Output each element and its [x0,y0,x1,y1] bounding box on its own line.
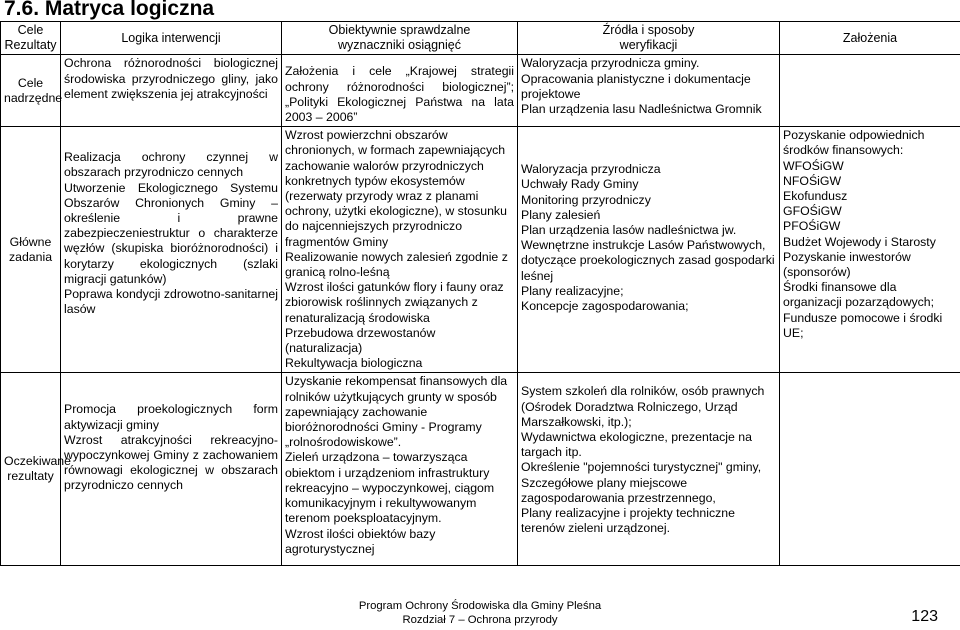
header-indicators-line1: Obiektywnie sprawdzalne [328,23,471,37]
header-row [1,22,960,55]
assumptions-cell [780,127,960,373]
logic-cell [61,55,282,127]
indicator-item: Wzrost ilości obiektów bazy agroturystycznej [285,526,436,556]
page-footer [300,599,660,627]
sources-cell [518,373,780,566]
source-item: Waloryzacja przyrodnicza gminy. [521,56,700,71]
source-item: Koncepcje zagospodarowania; [521,299,689,314]
assumption-item: Ekofundusz [783,189,848,204]
indicators-cell [282,55,518,127]
source-item: System szkoleń dla rolników, osób prawnych (Ośrodek Doradztwa Rolniczego, Urząd Marszałkowski, itp.); [521,384,765,429]
table-row [1,373,960,566]
source-item: Plany realizacyjne; [521,283,624,298]
assumption-item: Budżet Wojewody i Starosty [783,234,936,249]
header-sources-line2: weryfikacji [619,38,678,53]
indicators-cell [282,127,518,373]
assumption-item: PFOŚiGW [783,219,841,234]
assumptions-cell [780,55,960,127]
logic-cell [61,127,282,373]
header-intervention-logic: Logika interwencji [61,22,282,55]
indicator-item: Uzyskanie rekompensat finansowych dla rolników użytkujących grunty w sposób zapewniający zachowanie bioróżnorodności Gminy - Programy „rolnośrodowiskowe”. [285,374,508,450]
source-item: Plan urządzenia lasów nadleśnictwa jw. [521,223,737,238]
source-item: Plan urządzenia lasu Nadleśnictwa Gromnik [521,102,762,117]
page-heading: 7.6. Matryca logiczna [4,0,215,20]
assumptions-cell [780,373,960,566]
assumption-item: WFOŚiGW [783,158,844,173]
source-item: Wydawnictwa ekologiczne, prezentacje na targach itp. [521,430,752,460]
assumption-item: GFOŚiGW [783,204,842,219]
table-row [1,127,960,373]
sources-cell [518,55,780,127]
assumption-item: Środki finansowe dla organizacji pozarządowych; [783,280,935,310]
row-label: Główne zadania [1,127,61,373]
source-item: Szczegółowe plany miejscowe zagospodarowania przestrzennego, [521,475,716,505]
logic-item: Ochrona różnorodności biologicznej środowiska przyrodniczego gliny, jako element zwiększenia jej atrakcyjności [64,56,278,101]
indicator-item: Wzrost ilości gatunków flory i fauny oraz zbiorowisk roślinnych związanych z renaturalizacją środowiska [285,280,504,325]
assumption-item: Pozyskanie inwestorów (sponsorów) [783,249,911,280]
header-sources-line1: Źródła i sposoby [602,23,695,37]
assumption-item: Pozyskanie odpowiednich środków finansowych: [783,128,925,158]
indicator-item: Realizowanie nowych zalesień zgodnie z granicą rolno-leśną [285,249,508,280]
header-indicators-line2: wyznaczniki osiągnięć [338,38,461,53]
indicator-item: Przebudowa drzewostanów (naturalizacja) [285,325,436,356]
source-item: Waloryzacja przyrodnicza [521,162,661,177]
indicator-item: Rekultywacja biologiczna [285,356,423,371]
logical-matrix-table [0,21,960,566]
header-sources [518,22,780,55]
source-item: Plany realizacyjne i projekty techniczne terenów zieleni urządzonej. [521,506,735,536]
source-item: Monitoring przyrodniczy [521,192,651,207]
footer-chapter-title: Rozdział 7 – Ochrona przyrody [402,614,558,626]
source-item: Określenie "pojemności turystycznej" gminy, [521,460,762,475]
header-goals-results: Cele Rezultaty [1,22,61,55]
logic-item: Realizacja ochrony czynnej w obszarach przyrodniczo cennych [64,150,278,180]
logic-item: Promocja proekologicznych form aktywizacji gminy [64,402,278,432]
logic-item: Poprawa kondycji zdrowotno-sanitarnej lasów [64,287,278,317]
indicator-item: Założenia i cele „Krajowej strategii ochrony różnorodności biologicznej”; „Polityki Ekologicznej Państwa na lata 2003 – 2006” [285,64,514,125]
header-assumptions: Założenia [780,22,960,55]
assumption-item: NFOŚiGW [783,173,842,188]
table-row [1,55,960,127]
logic-item: Wzrost atrakcyjności rekreacyjno-wypoczynkowej Gminy z zachowaniem równowagi ekologicznej w obszarach przyrodniczo cennych [64,432,278,493]
source-item: Plany zalesień [521,207,601,222]
indicator-item: Wzrost powierzchni obszarów chronionych, w formach zapewniających zachowanie walorów przyrodniczych konkretnych typów ekosystemów (rezerwaty przyrody wraz z planami ochrony, użytki ekologiczne), w stosunku do najcenniejszych przyrodniczo fragmentów Gminy [285,128,507,249]
logic-item: Utworzenie Ekologicznego Systemu Obszarów Chronionych Gminy – określenie i prawne zabezpieczeniestruktur o charakterze węzłów (skupiska bioróżnorodności) i korytarzy ekologicznych (szlaki migracji gatunków) [64,180,278,286]
source-item: Wewnętrzne instrukcje Lasów Państwowych, dotyczące proekologicznych zasad gospodarki leśnej [521,238,775,283]
row-label: Oczekiwane rezultaty [1,373,61,566]
row-label: Cele nadrzędne [1,55,61,127]
sources-cell [518,127,780,373]
footer-program-title: Program Ochrony Środowiska dla Gminy Pleśna [358,600,602,612]
source-item: Opracowania planistyczne i dokumentacje projektowe [521,71,751,101]
indicators-cell [282,373,518,566]
page-number: 123 [911,608,938,625]
indicator-item: Zieleń urządzona – towarzysząca obiektom i urządzeniom infrastruktury rekreacyjno – wypoczynkowej, ciągom komunikacyjnym i rekultywowanym terenom poeksploatacyjnym. [285,450,495,526]
source-item: Uchwały Rady Gminy [521,177,639,192]
assumption-item: Fundusze pomocowe i środki UE; [783,310,943,340]
header-indicators [282,22,518,55]
logic-cell [61,373,282,566]
